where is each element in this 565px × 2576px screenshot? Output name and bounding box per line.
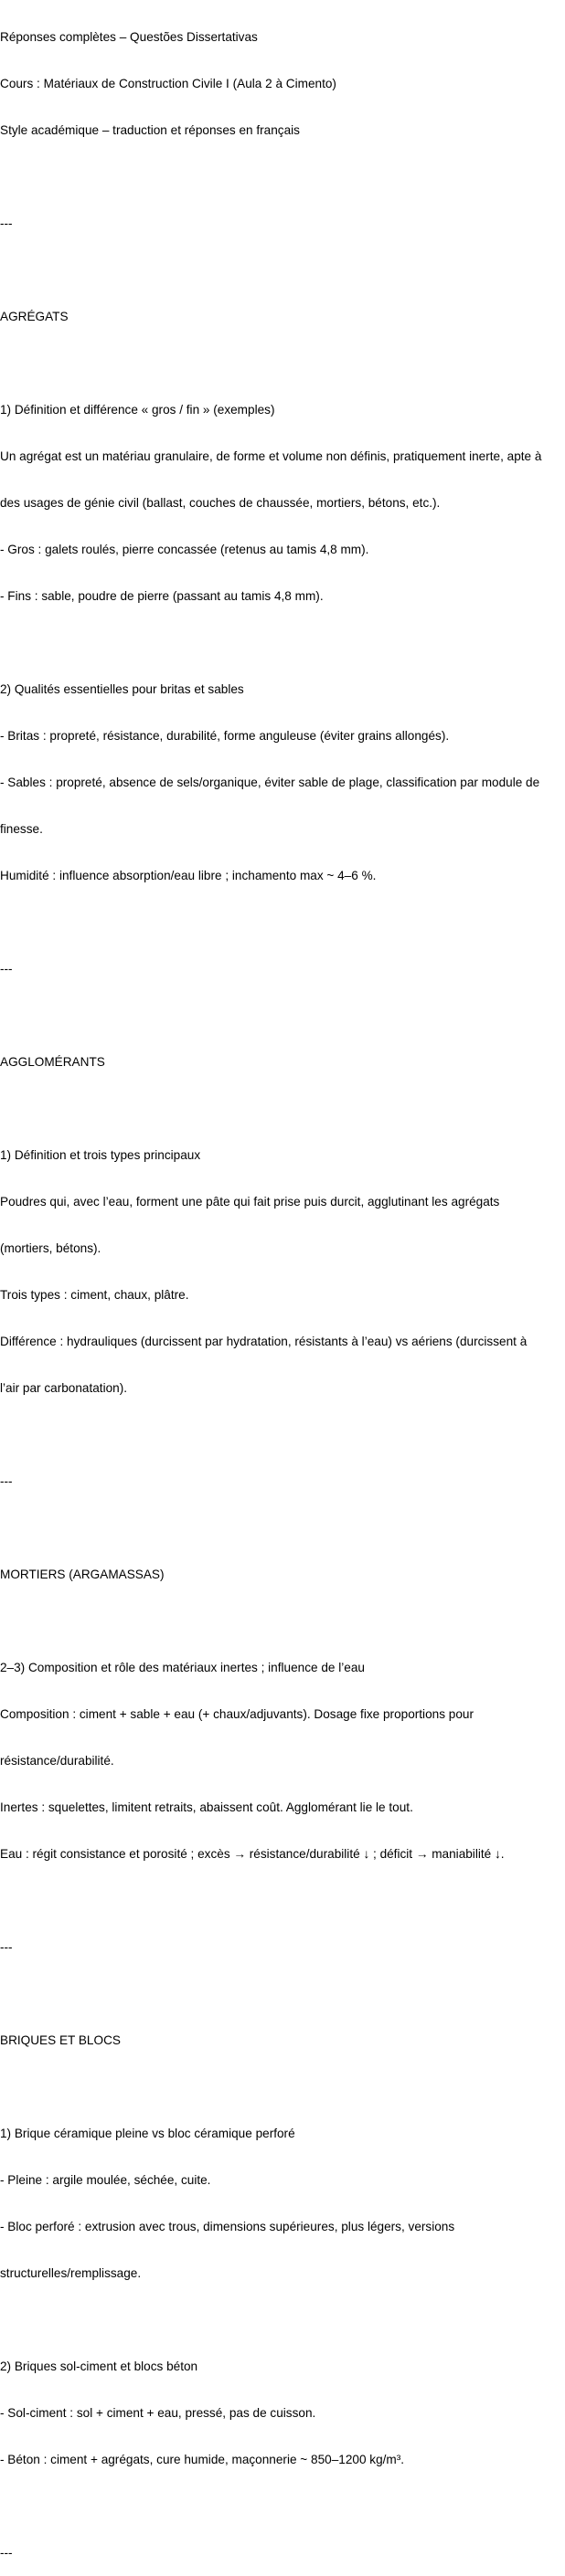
paragraph-line: structurelles/remplissage. xyxy=(0,2266,142,2280)
list-item: - Béton : ciment + agrégats, cure humide, maçonnerie ~ 850–1200 kg/m³. xyxy=(0,2453,405,2466)
blank-line xyxy=(0,635,561,650)
blank-line xyxy=(0,1520,561,1536)
paragraph-line: Humidité : influence absorption/eau libre ; inchamento max ~ 4–6 %. xyxy=(0,869,377,882)
blank-line xyxy=(0,1613,561,1629)
paragraph-line: Composition : ciment + sable + eau (+ chaux/adjuvants). Dosage fixe proportions pour xyxy=(0,1707,474,1721)
paragraph-line: résistance/durabilité. xyxy=(0,1754,114,1768)
blank-line xyxy=(0,1893,561,1908)
separator: --- xyxy=(0,1940,13,1954)
paragraph-line: Eau : régit consistance et porosité ; excès → résistance/durabilité ↓ ; déficit → maniabilité ↓. xyxy=(0,1847,505,1861)
paragraph-line: Inertes : squelettes, limitent retraits, abaissent coût. Agglomérant lie le tout. xyxy=(0,1800,413,1814)
list-item: - Gros : galets roulés, pierre concassée (retenus au tamis 4,8 mm). xyxy=(0,543,369,556)
list-item: - Pleine : argile moulée, séchée, cuite. xyxy=(0,2173,211,2187)
blank-line xyxy=(0,355,561,371)
list-item: - Britas : propreté, résistance, durabilité, forme anguleuse (éviter grains allongés). xyxy=(0,729,450,743)
blank-line xyxy=(0,1986,561,2001)
list-item: - Fins : sable, poudre de pierre (passant au tamis 4,8 mm). xyxy=(0,589,324,603)
section-heading-mortiers: MORTIERS (ARGAMASSAS) xyxy=(0,1568,165,1581)
blank-line xyxy=(0,1101,561,1116)
paragraph-line: des usages de génie civil (ballast, couches de chaussée, mortiers, bétons, etc.). xyxy=(0,496,441,510)
course-line: Cours : Matériaux de Construction Civile I (Aula 2 à Cimento) xyxy=(0,77,336,90)
blank-line xyxy=(0,1008,561,1023)
section-heading-agregats: AGRÉGATS xyxy=(0,310,69,323)
paragraph-line: finesse. xyxy=(0,822,43,836)
question-heading: 2–3) Composition et rôle des matériaux inertes ; influence de l’eau xyxy=(0,1661,365,1674)
question-heading: 1) Définition et trois types principaux xyxy=(0,1148,201,1162)
question-heading: 1) Brique céramique pleine vs bloc céramique perforé xyxy=(0,2127,295,2140)
paragraph-line: Trois types : ciment, chaux, plâtre. xyxy=(0,1288,189,1302)
style-line: Style académique – traduction et réponses en français xyxy=(0,123,300,137)
list-item: - Bloc perforé : extrusion avec trous, dimensions supérieures, plus légers, versions xyxy=(0,2220,455,2233)
paragraph-line: Un agrégat est un matériau granulaire, de forme et volume non définis, pratiquement inerte, apte à xyxy=(0,449,542,463)
separator: --- xyxy=(0,962,13,976)
blank-line xyxy=(0,169,561,185)
document-title: Réponses complètes – Questões Dissertativas xyxy=(0,30,258,44)
separator: --- xyxy=(0,2546,13,2560)
question-heading: 2) Qualités essentielles pour britas et sables xyxy=(0,682,244,696)
paragraph-line: Différence : hydrauliques (durcissent par hydratation, résistants à l’eau) vs aériens (durcissent à xyxy=(0,1335,528,1348)
question-heading: 2) Briques sol-ciment et blocs béton xyxy=(0,2360,198,2373)
blank-line xyxy=(0,1427,561,1442)
separator: --- xyxy=(0,1474,13,1488)
question-heading: 1) Définition et différence « gros / fin » (exemples) xyxy=(0,403,275,417)
blank-line xyxy=(0,2312,561,2328)
list-item: - Sol-ciment : sol + ciment + eau, pressé, pas de cuisson. xyxy=(0,2406,316,2420)
paragraph-line: l’air par carbonatation). xyxy=(0,1381,128,1395)
section-heading-agglomerants: AGGLOMÉRANTS xyxy=(0,1055,105,1069)
paragraph-line: (mortiers, bétons). xyxy=(0,1241,101,1255)
blank-line xyxy=(0,2079,561,2095)
list-item: - Sables : propreté, absence de sels/organique, éviter sable de plage, classification par module de xyxy=(0,776,540,789)
blank-line xyxy=(0,914,561,930)
blank-line xyxy=(0,2498,561,2514)
paragraph-line: Poudres qui, avec l’eau, forment une pâte qui fait prise puis durcit, agglutinant les agrégats xyxy=(0,1195,500,1209)
separator: --- xyxy=(0,216,13,230)
blank-line xyxy=(0,262,561,278)
section-heading-briques: BRIQUES ET BLOCS xyxy=(0,2033,121,2047)
